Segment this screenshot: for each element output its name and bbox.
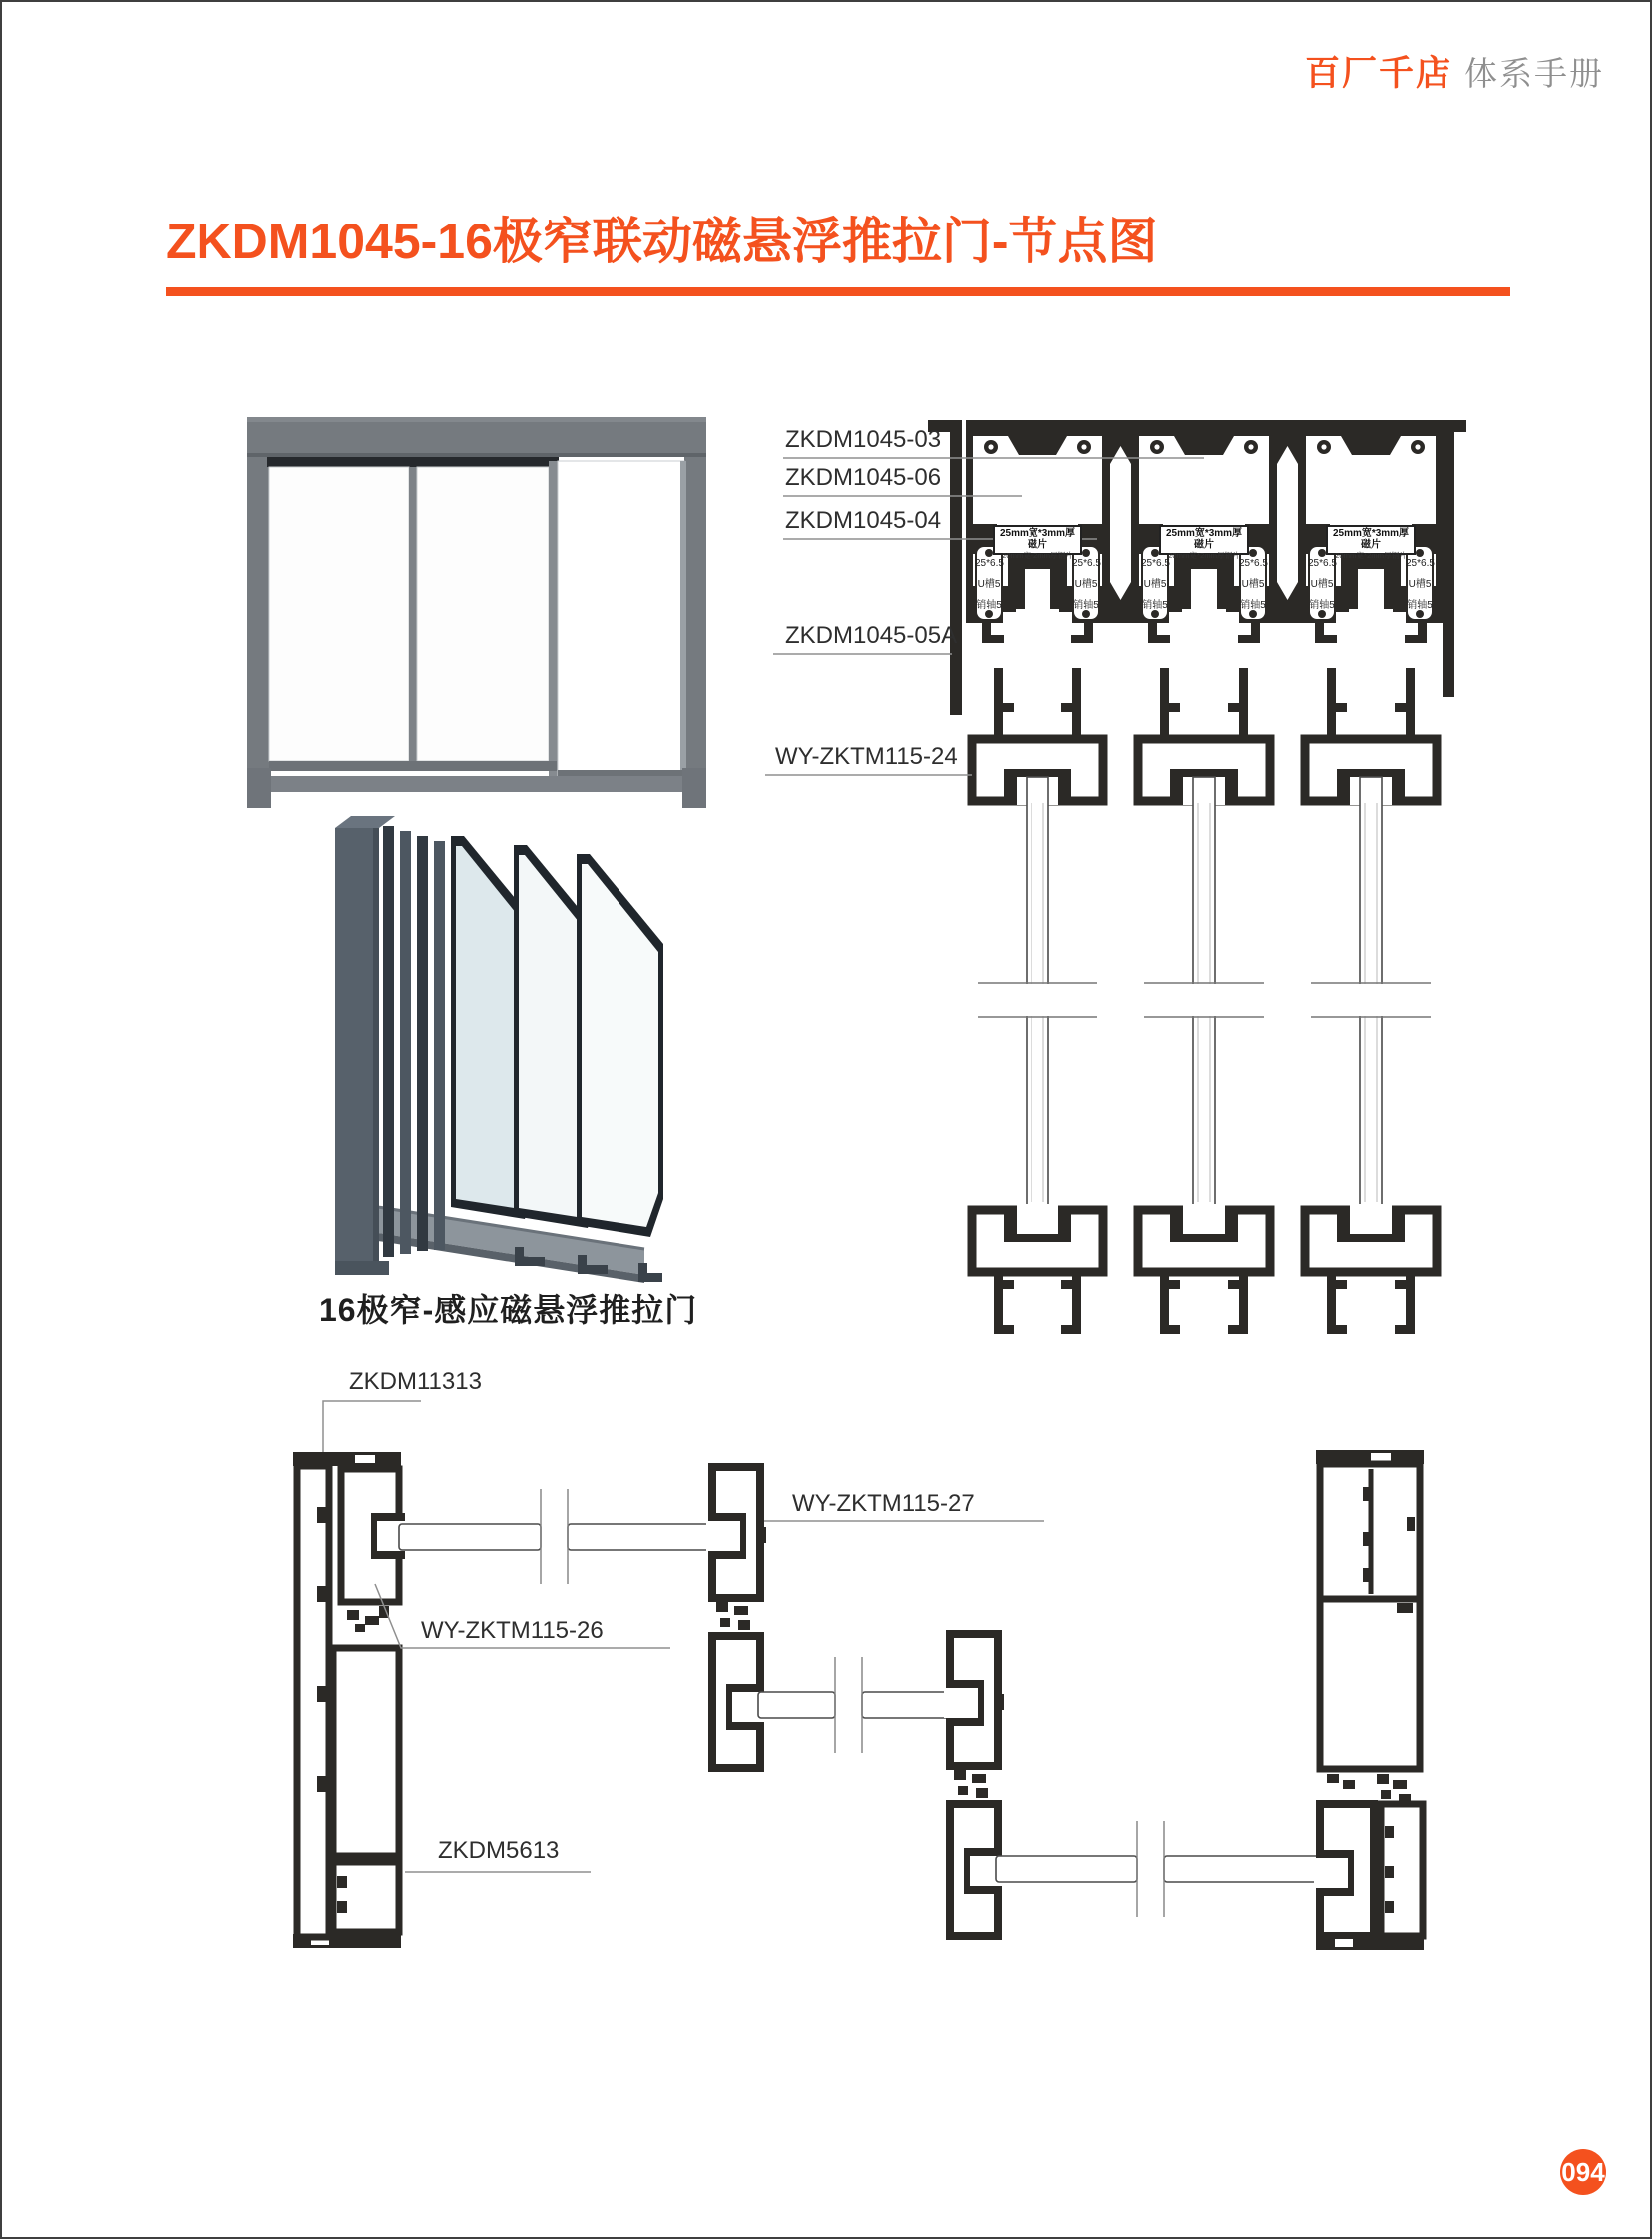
bottom-node-diagram: [271, 1357, 1439, 1996]
magnet-plate-label: 25mm宽*3mm厚磁片 20mm宽*2mm厚钢片: [993, 525, 1082, 555]
profile-cutaway-illustration: [319, 810, 662, 1287]
roller-slot-label: 25*6.5 U槽5 销轴5: [1141, 558, 1170, 611]
callout-zkdm5613: ZKDM5613: [438, 1837, 560, 1864]
manual-title: 体系手册: [1464, 55, 1604, 92]
callout-zkdm1045-05a: ZKDM1045-05A: [785, 622, 958, 649]
door-render-illustration: [247, 417, 706, 810]
page-header: [1305, 46, 1604, 96]
page-title: ZKDM1045-16极窄联动磁悬浮推拉门-节点图: [166, 214, 1158, 269]
page-number-badge: 094: [1560, 2149, 1606, 2195]
magnet-plate-label: 25mm宽*3mm厚磁片 20mm宽*2mm厚钢片: [1159, 525, 1249, 555]
illustration-caption: 16极窄-感应磁悬浮推拉门: [319, 1292, 698, 1328]
callout-wy-zktm115-27: WY-ZKTM115-27: [792, 1490, 975, 1517]
roller-slot-label: 25*6.5 U槽5 销轴5: [975, 558, 1004, 611]
brand-logo-text: 百厂千店: [1304, 54, 1452, 93]
roller-slot-label: 25*6.5 U槽5 销轴5: [1308, 558, 1337, 611]
callout-wy-zktm115-24: WY-ZKTM115-24: [775, 743, 958, 770]
roller-slot-label: 25*6.5 U槽5 销轴5: [1072, 558, 1101, 611]
callout-zkdm11313: ZKDM11313: [349, 1368, 482, 1395]
roller-slot-label: 25*6.5 U槽5 销轴5: [1406, 558, 1435, 611]
title-underline: [166, 287, 1510, 296]
callout-wy-zktm115-26: WY-ZKTM115-26: [421, 1617, 604, 1644]
magnet-plate-label: 25mm宽*3mm厚磁片 20mm宽*2mm厚钢片: [1326, 525, 1416, 555]
callout-zkdm1045-06: ZKDM1045-06: [785, 464, 942, 491]
callout-zkdm1045-03: ZKDM1045-03: [785, 426, 942, 453]
roller-slot-label: 25*6.5 U槽5 销轴5: [1239, 558, 1268, 611]
callout-zkdm1045-04: ZKDM1045-04: [785, 507, 942, 534]
